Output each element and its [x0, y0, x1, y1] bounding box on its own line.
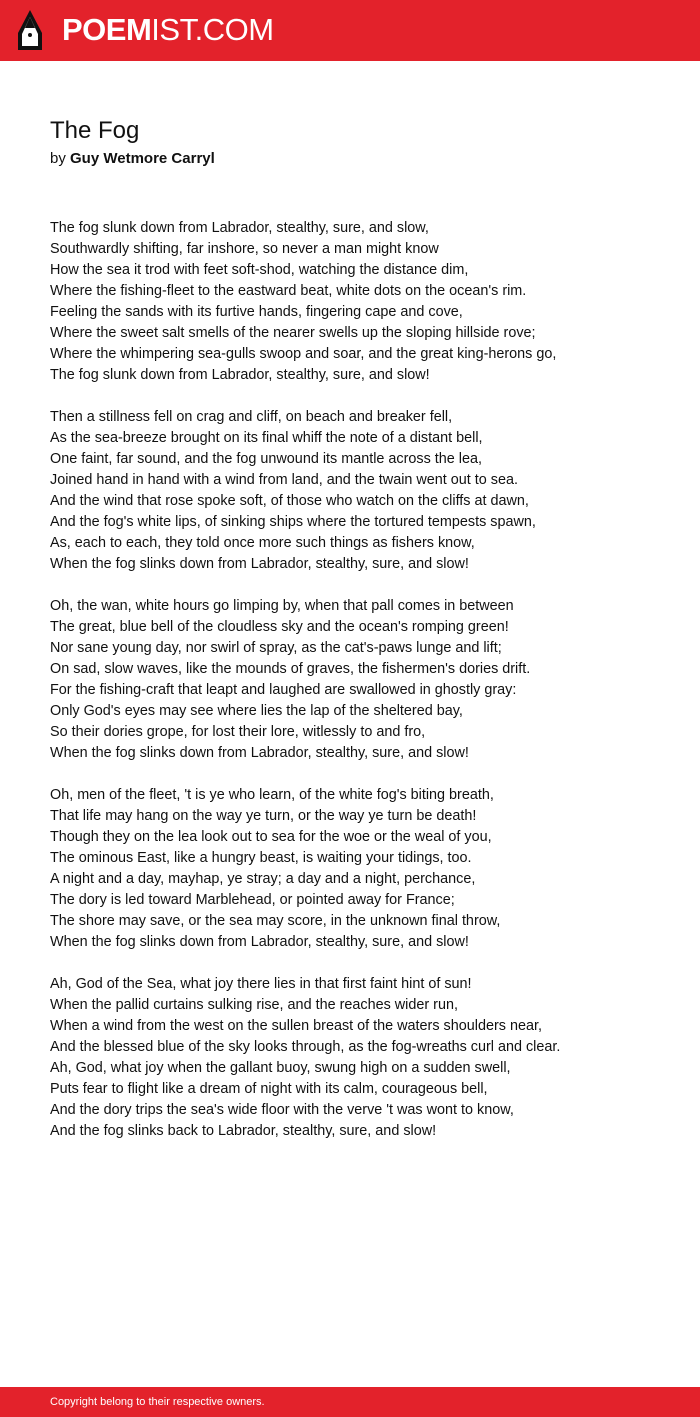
poem-line: Ah, God of the Sea, what joy there lies in that first faint hint of sun!: [50, 976, 472, 992]
poem-line: When the pallid curtains sulking rise, and the reaches wider run,: [50, 997, 458, 1013]
logo-bold-text: POEM: [62, 12, 152, 47]
poem-line: As the sea-breeze brought on its final whiff the note of a distant bell,: [50, 430, 483, 446]
poem-line: As, each to each, they told once more such things as fishers know,: [50, 535, 475, 551]
poem-line: And the wind that rose spoke soft, of those who watch on the cliffs at dawn,: [50, 493, 529, 509]
poem-line: Nor sane young day, nor swirl of spray, as the cat's-paws lunge and lift;: [50, 640, 502, 656]
poem-line: Feeling the sands with its furtive hands, fingering cape and cove,: [50, 304, 463, 320]
stanza: [50, 974, 580, 1142]
poem-line: Oh, the wan, white hours go limping by, when that pall comes in between: [50, 598, 514, 614]
poem-line: Then a stillness fell on crag and cliff, on beach and breaker fell,: [50, 409, 453, 425]
poem-line: Puts fear to flight like a dream of night with its calm, courageous bell,: [50, 1081, 488, 1097]
poem-line: And the blessed blue of the sky looks through, as the fog-wreaths curl and clear.: [50, 1039, 561, 1055]
byline: [50, 148, 215, 170]
poem-line: Oh, men of the fleet, 't is ye who learn, of the white fog's biting breath,: [50, 787, 494, 803]
by-label: by: [50, 150, 66, 167]
poem-line: And the fog slinks back to Labrador, stealthy, sure, and slow!: [50, 1123, 437, 1139]
poem-line: For the fishing-craft that leapt and laughed are swallowed in ghostly gray:: [50, 682, 517, 698]
poem-title: The Fog: [50, 117, 140, 144]
poem-line: One faint, far sound, and the fog unwound its mantle across the lea,: [50, 451, 482, 467]
site-logo[interactable]: [62, 12, 274, 48]
site-footer: [0, 1387, 700, 1417]
logo-light-text: IST.COM: [151, 12, 274, 47]
poem-line: Southwardly shifting, far inshore, so never a man might know: [50, 241, 439, 257]
poem-line: How the sea it trod with feet soft-shod, watching the distance dim,: [50, 262, 469, 278]
poem-line: Ah, God, what joy when the gallant buoy, swung high on a sudden swell,: [50, 1060, 511, 1076]
poem-line: The ominous East, like a hungry beast, is waiting your tidings, too.: [50, 850, 472, 866]
poem-line: Where the whimpering sea-gulls swoop and soar, and the great king-herons go,: [50, 346, 557, 362]
poem-line: When the fog slinks down from Labrador, stealthy, sure, and slow!: [50, 556, 469, 572]
poem-line: And the fog's white lips, of sinking ships where the tortured tempests spawn,: [50, 514, 536, 530]
site-header: [0, 0, 700, 61]
poem-line: That life may hang on the way ye turn, or the way ye turn be death!: [50, 808, 477, 824]
poem-line: Though they on the lea look out to sea for the woe or the weal of you,: [50, 829, 492, 845]
poem-line: So their dories grope, for lost their lore, witlessly to and fro,: [50, 724, 426, 740]
copyright-text: Copyright belong to their respective owners.: [50, 1396, 265, 1408]
pen-nib-icon[interactable]: [17, 9, 43, 51]
poem-line: When the fog slinks down from Labrador, stealthy, sure, and slow!: [50, 934, 469, 950]
poem-line: Where the sweet salt smells of the nearer swells up the sloping hillside rove;: [50, 325, 536, 341]
poem-line: And the dory trips the sea's wide floor with the verve 't was wont to know,: [50, 1102, 514, 1118]
poem-line: Only God's eyes may see where lies the lap of the sheltered bay,: [50, 703, 463, 719]
poem-line: The fog slunk down from Labrador, stealthy, sure, and slow,: [50, 220, 429, 236]
stanza: [50, 596, 580, 764]
poem-line: The great, blue bell of the cloudless sky and the ocean's romping green!: [50, 619, 509, 635]
poem-body: [50, 218, 580, 1163]
poem-line: The dory is led toward Marblehead, or pointed away for France;: [50, 892, 455, 908]
poem-line: The shore may save, or the sea may score, in the unknown final throw,: [50, 913, 501, 929]
poem-line: When a wind from the west on the sullen breast of the waters shoulders near,: [50, 1018, 542, 1034]
poem-line: When the fog slinks down from Labrador, stealthy, sure, and slow!: [50, 745, 469, 761]
poem-line: Where the fishing-fleet to the eastward beat, white dots on the ocean's rim.: [50, 283, 527, 299]
poem-line: The fog slunk down from Labrador, stealthy, sure, and slow!: [50, 367, 430, 383]
author-name: Guy Wetmore Carryl: [70, 150, 215, 167]
stanza: [50, 218, 580, 386]
poem-line: Joined hand in hand with a wind from land, and the twain went out to sea.: [50, 472, 518, 488]
poem-line: On sad, slow waves, like the mounds of graves, the fishermen's dories drift.: [50, 661, 531, 677]
poem-line: A night and a day, mayhap, ye stray; a day and a night, perchance,: [50, 871, 476, 887]
stanza: [50, 785, 580, 953]
stanza: [50, 407, 580, 575]
